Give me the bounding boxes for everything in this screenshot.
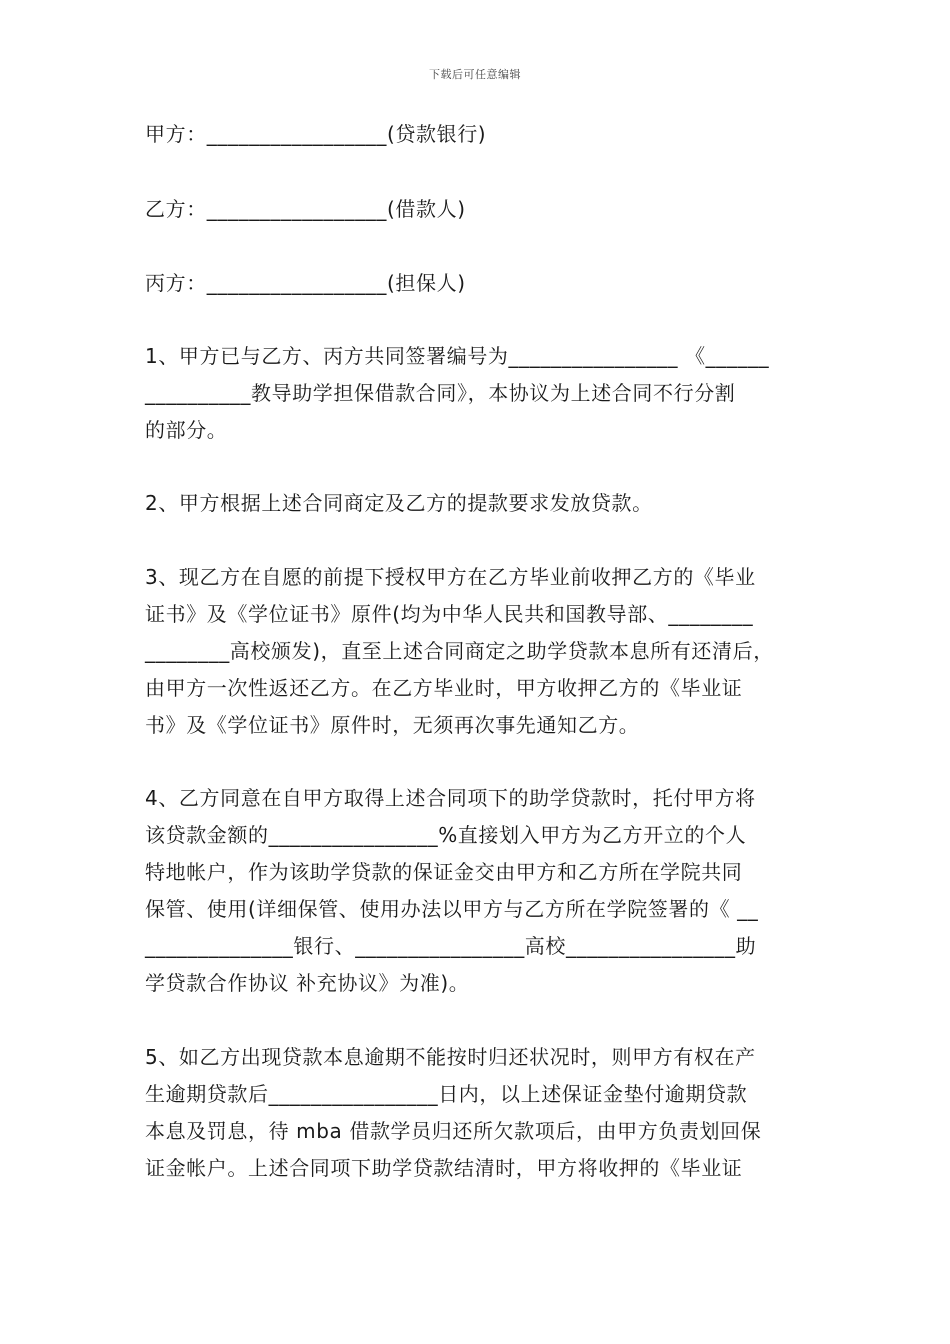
clause-5-line-3: 本息及罚息，待 mba 借款学员归还所欠款项后，由甲方负责划回保: [145, 1119, 762, 1143]
clause-3-line-3: ________高校颁发)，直至上述合同商定之助学贷款本息所有还清后，: [145, 639, 774, 663]
clause-3-line-4: 由甲方一次性返还乙方。在乙方毕业时，甲方收押乙方的《毕业证: [145, 676, 743, 700]
clause-5: [145, 1039, 813, 1187]
clause-4-line-3: 特地帐户，作为该助学贷款的保证金交由甲方和乙方所在学院共同: [145, 860, 743, 884]
clause-4-line-5: ______________银行、________________高校________________助: [145, 934, 757, 958]
party-a-line: 甲方：_________________(贷款银行): [145, 122, 487, 146]
clause-3: [145, 559, 813, 744]
clause-1-line-1: 1、甲方已与乙方、丙方共同签署编号为________________ 《______: [145, 344, 770, 368]
clause-1-line-2: __________教导助学担保借款合同》，本协议为上述合同不行分割: [145, 381, 736, 405]
clause-4-line-6: 学贷款合作协议 补充协议》为准)。: [145, 971, 470, 995]
clause-2-line-1: 2、甲方根据上述合同商定及乙方的提款要求发放贷款。: [145, 491, 653, 515]
clause-4: [145, 780, 813, 1002]
clause-4-line-1: 4、乙方同意在自甲方取得上述合同项下的助学贷款时，托付甲方将: [145, 786, 756, 810]
clause-5-line-2: 生逾期贷款后________________日内，以上述保证金垫付逾期贷款: [145, 1082, 748, 1106]
clause-3-line-5: 书》及《学位证书》原件时，无须再次事先通知乙方。: [145, 713, 640, 737]
clause-3-line-2: 证书》及《学位证书》原件(均为中华人民共和国教导部、________: [145, 602, 754, 626]
clause-4-line-4: 保管、使用(详细保管、使用办法以甲方与乙方所在学院签署的《 __: [145, 897, 759, 921]
clause-1: [145, 338, 813, 449]
party-b-line: 乙方：_________________(借款人): [145, 197, 466, 221]
clause-3-line-1: 3、现乙方在自愿的前提下授权甲方在乙方毕业前收押乙方的《毕业: [145, 565, 756, 589]
clause-5-line-4: 证金帐户。上述合同项下助学贷款结清时，甲方将收押的《毕业证: [145, 1156, 743, 1180]
header-note: 下载后可任意编辑: [429, 68, 521, 81]
clause-4-line-2: 该贷款金额的________________%直接划入甲方为乙方开立的个人: [145, 823, 747, 847]
clause-1-line-3: 的部分。: [145, 418, 228, 442]
party-c-line: 丙方：_________________(担保人): [145, 271, 466, 295]
clause-2: [145, 485, 813, 522]
clause-5-line-1: 5、如乙方出现贷款本息逾期不能按时归还状况时，则甲方有权在产: [145, 1045, 756, 1069]
